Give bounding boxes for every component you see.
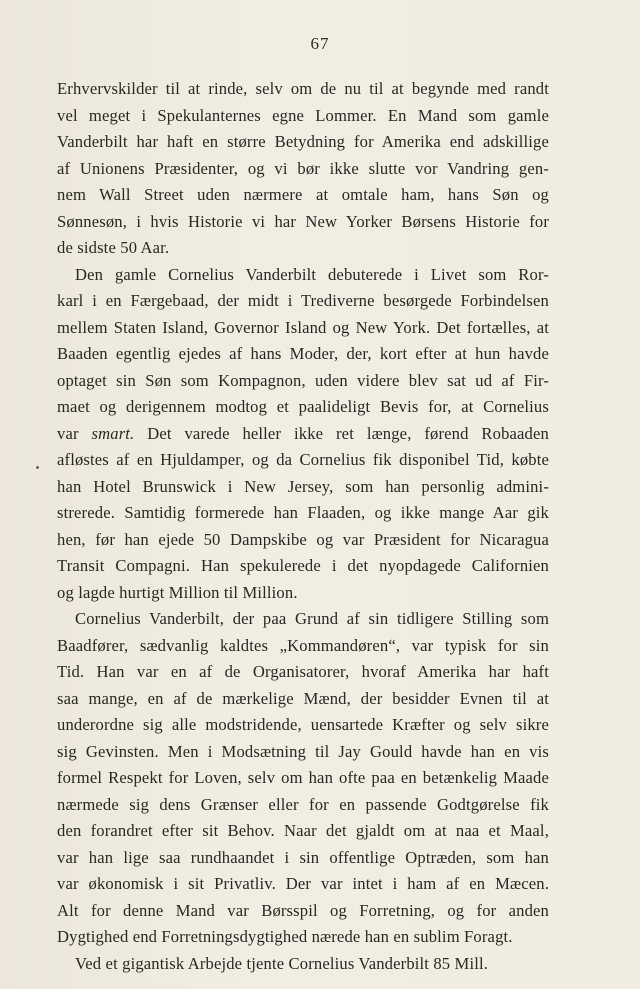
text-line: Den gamle Cornelius Vanderbilt debuterede i Livet som Ror- — [75, 264, 549, 284]
text-line: Baadfører, sædvanlig kaldtes „Kommandøren“, var typisk for sin — [57, 635, 549, 655]
text-line: underordne sig alle modstridende, uensartede Kræfter og selv sikre — [57, 715, 549, 734]
text-line: Baaden egentlig ejedes af hans Moder, der, kort efter at hun havde — [57, 344, 549, 363]
text-line: maet og derigennem modtog et paalideligt Bevis for, at Cornelius — [57, 397, 549, 416]
page-number: 67 — [310, 34, 330, 53]
text-line: nem Wall Street uden nærmere at omtale ham, hans Søn og — [57, 185, 549, 204]
text-line: formel Respekt for Loven, selv om han ofte paa en betænkelig Maade — [57, 768, 549, 787]
text-line: afløstes af en Hjuldamper, og da Cornelius fik disponibel Tid, købte — [57, 450, 549, 469]
text-line: hen, før han ejede 50 Dampskibe og var Præsident for Nicaragua — [57, 529, 549, 549]
text-line: var han lige saa rundhaandet i sin offentlige Optræden, som han — [57, 847, 549, 867]
text-line: Tid. Han var en af de Organisatorer, hvoraf Amerika har haft — [57, 662, 549, 681]
text-line: Erhvervskilder til at rinde, selv om de nu til at begynde med randt — [57, 79, 549, 98]
margin-mark — [36, 466, 39, 469]
text-line: vel meget i Spekulanternes egne Lommer. En Mand som gamle — [57, 105, 549, 125]
text-line: Cornelius Vanderbilt, der paa Grund af sin tidligere Stilling som — [75, 609, 549, 628]
text-line: de sidste 50 Aar. — [57, 238, 170, 257]
italic-word: smart. — [91, 423, 135, 443]
text-line: var økonomisk i sit Privatliv. Der var intet i ham af en Mæcen. — [57, 874, 549, 893]
text-line: Sønnesøn, i hvis Historie vi har New Yorker Børsens Historie for — [57, 211, 549, 231]
text-line: Dygtighed end Forretningsdygtighed nærede han en sublim Foragt. — [57, 927, 513, 946]
text-line: Transit Compagni. Han spekulerede i det nyopdagede Californien — [57, 556, 549, 575]
text-line: han Hotel Brunswick i New Jersey, som han personlig admini- — [57, 476, 549, 496]
text-line: saa mange, en af de mærkelige Mænd, der besidder Evnen til at — [57, 688, 549, 708]
text-line: Alt for denne Mand var Børsspil og Forretning, og for anden — [57, 900, 549, 920]
text-line: Ved et gigantisk Arbejde tjente Cornelius Vanderbilt 85 Mill. — [75, 953, 489, 973]
text-line-with-italic — [57, 421, 549, 448]
text-line: mellem Staten Island, Governor Island og New York. Det fortælles, at — [57, 317, 549, 337]
text-line: sig Gevinsten. Men i Modsætning til Jay Gould havde han en vis — [57, 741, 549, 761]
text-line: nærmede sig dens Grænser eller for en passende Godtgørelse fik — [57, 794, 549, 814]
text-line: og lagde hurtigt Million til Million. — [57, 582, 298, 602]
body-text — [57, 76, 549, 977]
text-line: Vanderbilt har haft en større Betydning for Amerika end adskillige — [57, 132, 549, 151]
text-line: optaget sin Søn som Kompagnon, uden videre blev sat ud af Fir- — [57, 370, 549, 390]
text-fragment: Det varede heller ikke ret længe, førend Robaaden — [147, 423, 549, 443]
text-fragment: var — [57, 423, 79, 443]
text-line: af Unionens Præsidenter, og vi bør ikke slutte vor Vandring gen- — [57, 158, 549, 178]
text-line: karl i en Færgebaad, der midt i Trediverne besørgede Forbindelsen — [57, 291, 549, 310]
text-line: den forandret efter sit Behov. Naar det gjaldt om at naa et Maal, — [57, 821, 549, 840]
text-line: strerede. Samtidig formerede han Flaaden, og ikke mange Aar gik — [57, 503, 549, 522]
